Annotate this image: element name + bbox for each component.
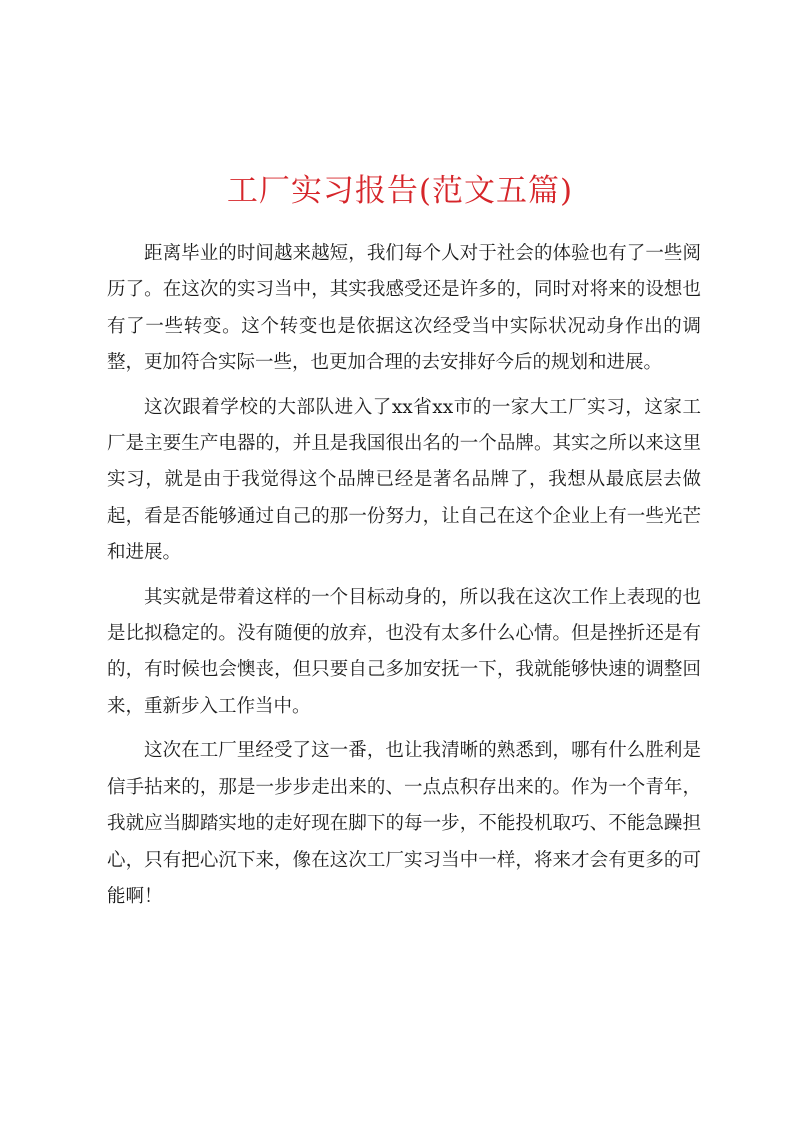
paragraph-4: 这次在工厂里经受了这一番，也让我清晰的熟悉到，哪有什么胜利是信手拈来的，那是一步步走出来的、一点点积存出来的。作为一个青年，我就应当脚踏实地的走好现在脚下的每一步，不能投机取巧、不能急躁担心，只有把心沉下来，像在这次工厂实习当中一样，将来才会有更多的可能啊！ [107,740,701,907]
paragraph-3: 其实就是带着这样的一个目标动身的，所以我在这次工作上表现的也是比拟稳定的。没有随便的放弃，也没有太多什么心情。但是挫折还是有的，有时候也会懊丧，但只要自己多加安抚一下，我就能够快速的调整回来，重新步入工作当中。 [107,586,701,717]
paragraph-1: 距离毕业的时间越来越短，我们每个人对于社会的体验也有了一些阅历了。在这次的实习当中，其实我感受还是许多的，同时对将来的设想也有了一些转变。这个转变也是依据这次经受当中实际状况动身作出的调整，更加符合实际一些，也更加合理的去安排好今后的规划和进展。 [107,243,701,374]
document-body [107,236,701,923]
document-title: 工厂实习报告(范文五篇) [226,173,574,209]
paragraph-2: 这次跟着学校的大部队进入了xx省xx市的一家大工厂实习，这家工厂是主要生产电器的，并且是我国很出名的一个品牌。其实之所以来这里实习，就是由于我觉得这个品牌已经是著名品牌了，我想从最底层去做起，看是否能够通过自己的那一份努力，让自己在这个企业上有一些光芒和进展。 [107,396,701,564]
